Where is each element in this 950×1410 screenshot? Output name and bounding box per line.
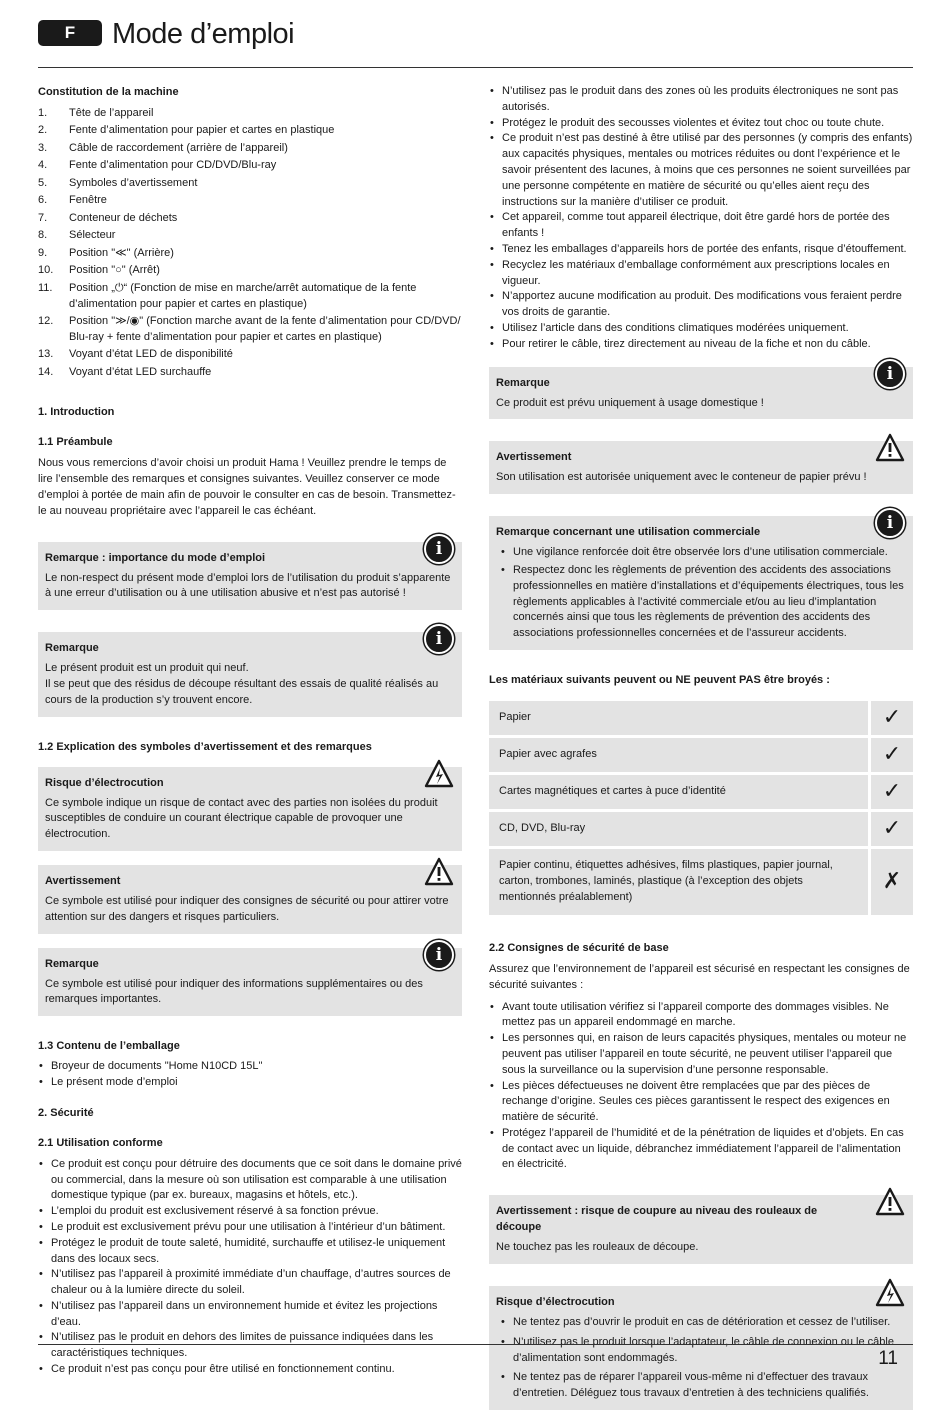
basic-safety-heading: 2.2 Consignes de sécurité de base (489, 941, 669, 954)
electrocution-warning-icon (424, 759, 454, 789)
list-item: • N’utilisez pas le produit lorsque l’adaptateur, le câble de connexion ou le câble d’alimentation sont endommagés. (500, 1335, 906, 1367)
item-number: 9. (38, 246, 48, 259)
electrocution-warning-icon (875, 1278, 905, 1308)
item-number: 2. (38, 124, 48, 137)
info-icon: i (424, 534, 454, 564)
machine-part-item (38, 347, 462, 363)
machine-part-item (38, 365, 462, 381)
list-item: • Tenez les emballages d’appareils hors de portée des enfants, risque d’étouffement. (489, 242, 913, 258)
list-item: • N’utilisez pas le produit dans des zones où les produits électroniques ne sont pas autorisés. (489, 84, 913, 116)
note-importance-title: Remarque : importance du mode d’emploi (45, 551, 266, 564)
warning-cut-box (489, 1195, 913, 1264)
right-column (489, 84, 913, 1410)
list-item: • Ce produit n’est pas conçu pour être utilisé en fonctionnement continu. (38, 1362, 462, 1378)
note-importance-box (38, 538, 462, 611)
page-title: Mode d’emploi (112, 18, 295, 50)
item-number: 7. (38, 211, 48, 224)
material-label: Papier continu, étiquettes adhésives, films plastiques, papier journal, carton, trombones, laminés, plastique (à l’exception des objets mentionnés préalablement) (489, 849, 868, 915)
page-number: 11 (878, 1348, 898, 1369)
note-new-text1: Le présent produit est un produit qui neuf. (45, 662, 249, 675)
machine-part-item (38, 211, 462, 227)
table-row (489, 849, 913, 915)
warning-symbol-box (38, 865, 462, 934)
basic-safety-list (489, 1000, 913, 1174)
info-icon: i (875, 359, 905, 389)
note-text: Ce symbole est utilisé pour indiquer des informations supplémentaires ou des remarques importantes. (45, 977, 423, 1006)
package-list (38, 1059, 462, 1091)
note-new-title: Remarque (45, 642, 99, 655)
commercial-list (496, 545, 906, 642)
usage-heading: 2.1 Utilisation conforme (38, 1136, 163, 1149)
machine-part-item (38, 176, 462, 192)
machine-heading: Constitution de la machine (38, 86, 179, 98)
item-label: Tête de l’appareil (69, 107, 154, 119)
material-label: Papier (489, 701, 868, 735)
list-item: • Les pièces défectueuses ne doivent être remplacées que par des pièces de rechange d’origine. Seules ces pièces garantissent le respect des exigences en matière de sécurité. (489, 1079, 913, 1126)
intro-heading: 1. Introduction (38, 406, 115, 419)
cross-mark-icon: ✗ (868, 849, 913, 915)
item-number: 10. (38, 264, 54, 277)
list-item: • Les personnes qui, en raison de leurs capacités physiques, mentales ou moteur ne peuvent pas utiliser l’appareil en toute sécurité, ne peuvent utiliser l’appareil que sous la surveillance ou la supervision d’une personne responsable. (489, 1031, 913, 1078)
machine-part-item (38, 141, 462, 157)
list-item: • Ce produit est conçu pour détruire des documents que ce soit dans le domaine privé ou commercial, dans la mesure où son utilisation est comparable à une utilisation domestique typique (par ex. bureaux, magasins et hôtels, etc.). (38, 1157, 462, 1204)
material-label: Cartes magnétiques et cartes à puce d’identité (489, 775, 868, 809)
warning-title: Avertissement (45, 874, 121, 887)
basic-safety-intro: Assurez que l’environnement de l’appareil est sécurisé en respectant les consignes de sécurité suivantes : (489, 962, 910, 991)
materials-heading: Les matériaux suivants peuvent ou NE peuvent PAS être broyés : (489, 673, 830, 686)
info-icon: i (424, 940, 454, 970)
electrocution-risk-box (489, 1286, 913, 1410)
note-symbol-box (38, 944, 462, 1017)
list-item: • Avant toute utilisation vérifiez si l’appareil comporte des dommages visibles. Ne mettez pas un appareil endommagé en marche. (489, 1000, 913, 1032)
check-mark-icon: ✓ (868, 775, 913, 809)
item-label: Sélecteur (69, 229, 116, 242)
list-item: • Broyeur de documents "Home N10CD 15L" (38, 1059, 462, 1075)
page-header (38, 14, 913, 68)
note-domestic-title: Remarque (496, 376, 550, 389)
item-number: 11. (38, 281, 53, 294)
warning-cut-title: Avertissement : risque de coupure au niveau des rouleaux de découpe (496, 1205, 818, 1234)
electrocution-symbol-box (38, 767, 462, 851)
electrocution-risk-list (496, 1315, 906, 1402)
machine-part-item (38, 193, 462, 209)
list-item: • Le produit est exclusivement prévu pour une utilisation à l’intérieur d’un bâtiment. (38, 1220, 462, 1236)
electrocution-risk-title: Risque d’électrocution (496, 1296, 615, 1309)
list-item: • N’utilisez pas le produit en dehors des limites de puissance indiquées dans les caractéristiques techniques. (38, 1330, 462, 1362)
machine-part-item (38, 123, 462, 139)
warning-cut-text: Ne touchez pas les rouleaux de découpe. (496, 1241, 699, 1254)
machine-part-item (38, 281, 462, 313)
list-item: • Utilisez l’article dans des conditions climatiques modérées uniquement. (489, 321, 913, 337)
item-label: Position "≫/◉" (Fonction marche avant de la fente d’alimentation pour CD/DVD/ Blu-ray + fente d’alimentation pour papier et cartes en plastique) (69, 315, 461, 343)
list-item: • Pour retirer le câble, tirez directement au niveau de la fiche et non du câble. (489, 337, 913, 353)
note-commercial-box (489, 513, 913, 650)
item-number: 8. (38, 229, 48, 242)
item-number: 4. (38, 159, 48, 172)
left-column (38, 84, 462, 1378)
list-item: • Recyclez les matériaux d’emballage conformément aux prescriptions locales en vigueur. (489, 258, 913, 290)
list-item: • N’utilisez pas l’appareil dans un environnement humide et évitez les projections d’eau. (38, 1299, 462, 1331)
list-item: • Une vigilance renforcée doit être observée lors d’une utilisation commerciale. (500, 545, 906, 561)
item-label: Position „⏻“ (Fonction de mise en marche/arrêt automatique de la fente d’alimentation pour papier et cartes en plastique) (69, 281, 417, 310)
item-label: Voyant d’état LED de disponibilité (69, 348, 233, 361)
warning-icon (875, 1187, 905, 1217)
item-label: Fente d’alimentation pour papier et cartes en plastique (69, 124, 335, 137)
electro-title: Risque d’électrocution (45, 776, 164, 789)
list-item: • N’apportez aucune modification au produit. Des modifications vous feraient perdre vos droits de garantie. (489, 289, 913, 321)
footer-divider (38, 1344, 913, 1345)
list-item: • Ce produit n’est pas destiné à être utilisé par des personnes (y compris des enfants) aux capacités physiques, mentales ou motrices réduites ou dont l’expérience et le savoir présentent des lacunes, à moins que ces personnes ne soient surveillées par une personne compétente en matière de sécurité ou qu’elles aient reçu des instructions sur la manière d’utiliser ce produit. (489, 131, 913, 210)
preamble-heading: 1.1 Préambule (38, 436, 113, 449)
list-item: • Cet appareil, comme tout appareil électrique, doit être gardé hors de portée des enfants ! (489, 210, 913, 242)
note-commercial-title: Remarque concernant une utilisation commerciale (496, 526, 761, 539)
check-mark-icon: ✓ (868, 738, 913, 772)
list-item: • Respectez donc les règlements de prévention des accidents des associations professionnelles en matière d’installations et d’équipements électriques, tous les règlements applicables à l’activité commerciale et/ou au lieu d’implantation concernés ainsi que tous les règlements de prévention des accidents des associations professionnelles concernées et de l’assureur accidents. (500, 563, 906, 642)
warning-icon (875, 433, 905, 463)
table-row (489, 775, 913, 809)
list-item: • Ne tentez pas d’ouvrir le produit en cas de détérioration et cessez de l’utiliser. (500, 1315, 906, 1331)
warning-text: Ce symbole est utilisé pour indiquer des consignes de sécurité ou pour attirer votre attention sur des dangers et risques particuliers. (45, 894, 449, 923)
item-number: 5. (38, 176, 48, 189)
symbols-heading: 1.2 Explication des symboles d’avertissement et des remarques (38, 740, 372, 753)
info-icon: i (875, 508, 905, 538)
language-badge: F (38, 20, 102, 46)
list-item: • L’emploi du produit est exclusivement réservé à sa fonction prévue. (38, 1204, 462, 1220)
check-mark-icon: ✓ (868, 812, 913, 846)
list-item: • Protégez l’appareil de l’humidité et de la pénétration de liquides et d’objets. En cas de contact avec un liquide, débranchez immédiatement l’appareil de l’alimentation en électricité. (489, 1126, 913, 1173)
item-number: 6. (38, 194, 48, 207)
item-number: 13. (38, 348, 54, 361)
warning-icon (424, 857, 454, 887)
item-label: Conteneur de déchets (69, 211, 178, 224)
machine-part-item (38, 246, 462, 262)
safety-heading: 2. Sécurité (38, 1106, 94, 1119)
machine-part-item (38, 314, 462, 346)
note-domestic-box (489, 363, 913, 420)
list-item: • N’utilisez pas l’appareil à proximité immédiate d’un chauffage, d’autres sources de chaleur ou à la lumière directe du soleil. (38, 1267, 462, 1299)
note-domestic-text: Ce produit est prévu uniquement à usage domestique ! (496, 396, 764, 409)
item-label: Voyant d’état LED surchauffe (69, 365, 212, 378)
note-new-box (38, 629, 462, 716)
machine-part-item (38, 263, 462, 279)
note-importance-text: Le non-respect du présent mode d’emploi lors de l’utilisation du produit s’apparente à une erreur d’utilisation ou à une utilisation abusive et n’est pas autorisé ! (45, 571, 451, 600)
electro-text: Ce symbole indique un risque de contact avec des parties non isolées du produit susceptibles de conduire un courant électrique capable de provoquer une électrocution. (45, 796, 438, 841)
material-label: Papier avec agrafes (489, 738, 868, 772)
table-row (489, 812, 913, 846)
item-label: Position "≪" (Arrière) (69, 246, 174, 259)
info-icon: i (424, 624, 454, 654)
package-heading: 1.3 Contenu de l’emballage (38, 1040, 180, 1053)
note-title: Remarque (45, 957, 99, 970)
safety-list-continued (489, 84, 913, 353)
item-label: Symboles d’avertissement (69, 176, 198, 189)
item-number: 12. (38, 315, 54, 328)
item-number: 3. (38, 141, 48, 154)
list-item: • Ne tentez pas de réparer l’appareil vous-même ni d’effectuer des travaux d’entretien. Déléguez tous travaux d’entretien à des techniciens qualifiés. (500, 1370, 906, 1402)
machine-parts-list (38, 106, 462, 381)
item-label: Fente d’alimentation pour CD/DVD/Blu-ray (69, 159, 277, 172)
list-item: • Protégez le produit de toute saleté, humidité, surchauffe et utilisez-le uniquement dans des locaux secs. (38, 1236, 462, 1268)
table-row (489, 701, 913, 735)
note-new-text2: Il se peut que des résidus de découpe résultant des essais de qualité réalisés au cours de la production s’y trouvent encore. (45, 677, 439, 706)
warning-container-text: Son utilisation est autorisée uniquement avec le conteneur de papier prévu ! (496, 471, 867, 484)
list-item: • Protégez le produit des secousses violentes et évitez tout choc ou toute chute. (489, 116, 913, 132)
item-label: Câble de raccordement (arrière de l’appareil) (69, 141, 288, 154)
check-mark-icon: ✓ (868, 701, 913, 735)
table-row (489, 738, 913, 772)
preamble-text: Nous vous remercions d’avoir choisi un produit Hama ! Veuillez prendre le temps de lire l’ensemble des remarques et consignes suivantes. Veuillez conserver ce mode d’emploi à portée de main afin de pouvoir le consulter en cas de besoin. Transmettez-le au nouveau propriétaire avec l’appareil le cas échéant. (38, 457, 456, 517)
item-label: Position "○" (Arrêt) (69, 264, 160, 277)
machine-part-item (38, 106, 462, 122)
item-number: 14. (38, 365, 54, 378)
machine-part-item (38, 158, 462, 174)
item-label: Fenêtre (69, 194, 107, 207)
item-number: 1. (38, 107, 48, 119)
material-label: CD, DVD, Blu-ray (489, 812, 868, 846)
machine-part-item (38, 228, 462, 244)
list-item: • Le présent mode d’emploi (38, 1075, 462, 1091)
warning-container-box (489, 441, 913, 494)
materials-table (489, 698, 913, 918)
warning-container-title: Avertissement (496, 451, 572, 464)
